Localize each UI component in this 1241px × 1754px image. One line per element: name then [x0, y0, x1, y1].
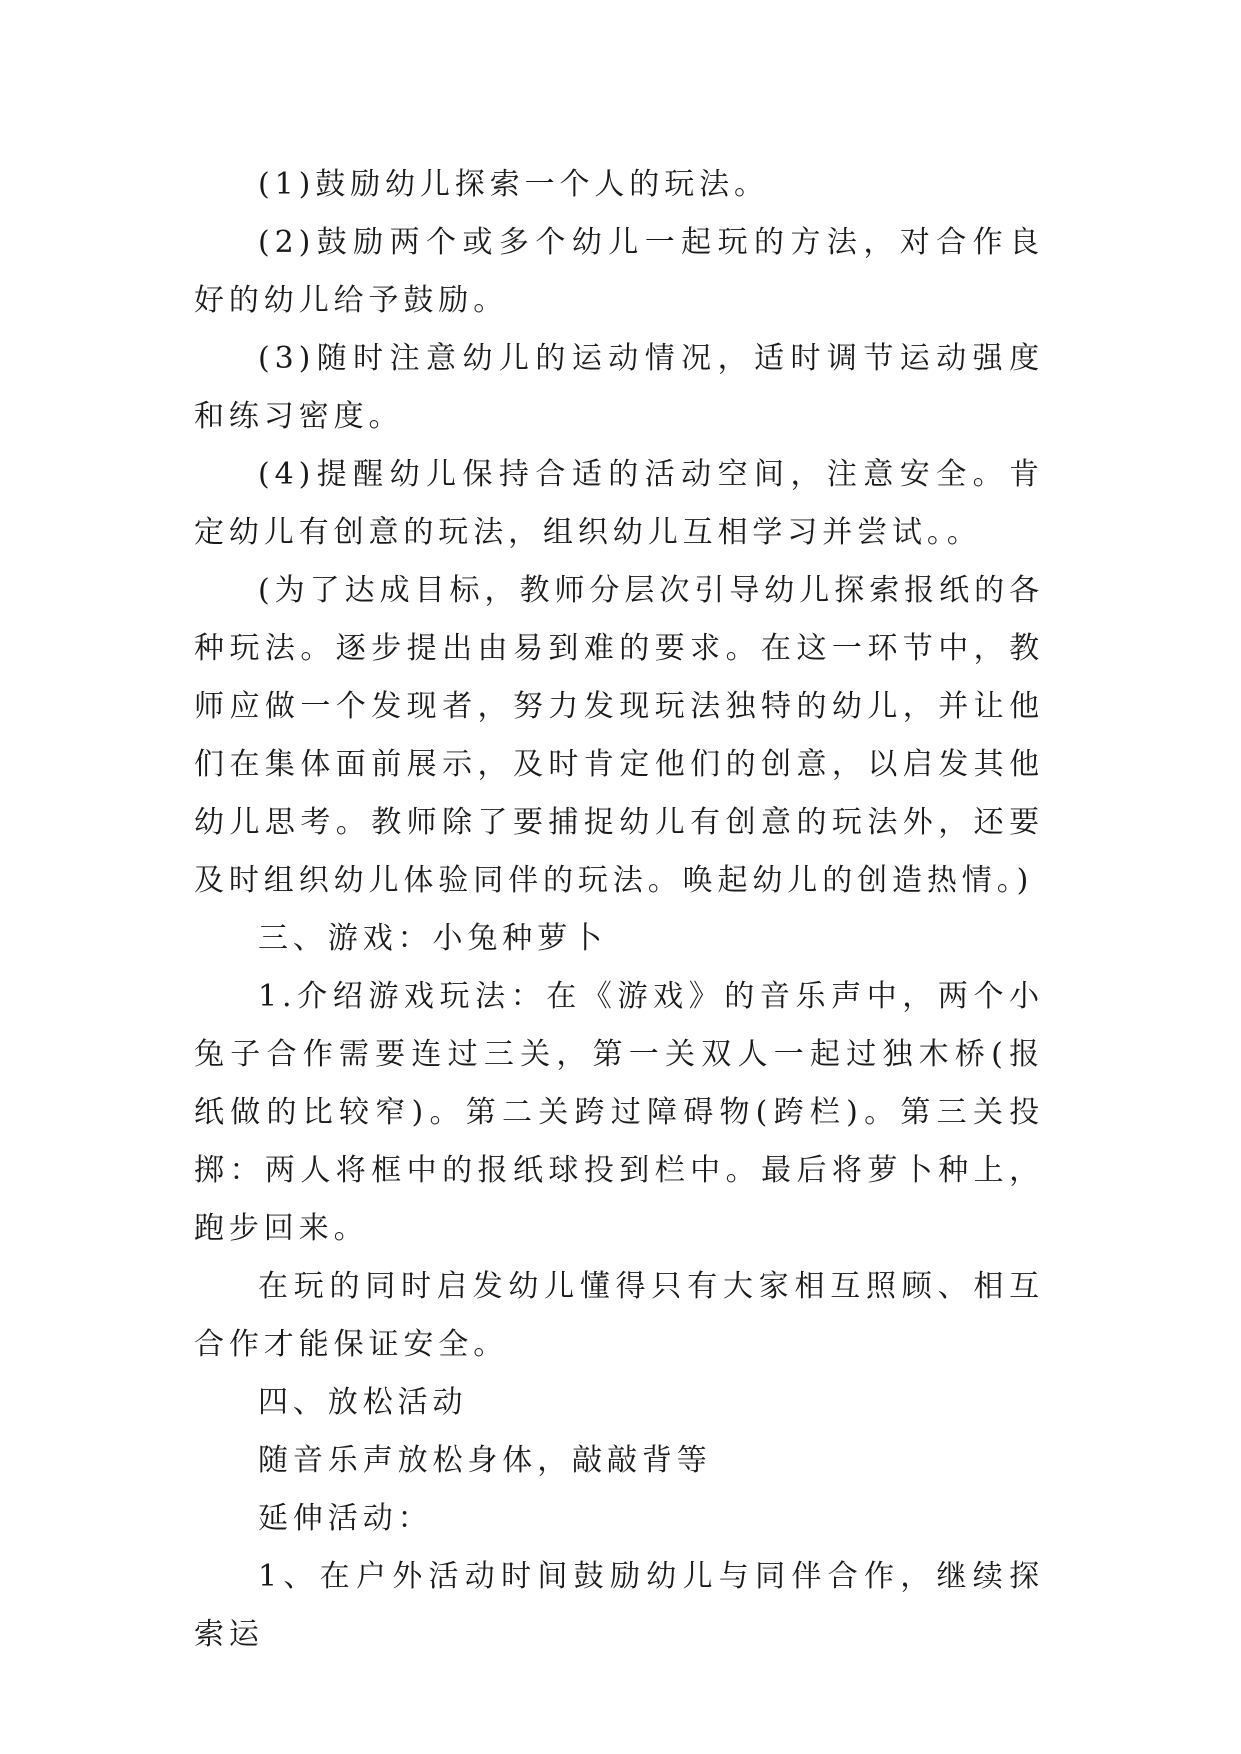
- paragraph-3: (3)随时注意幼儿的运动情况，适时调节运动强度和练习密度。: [194, 341, 1044, 434]
- paragraph-1: (1)鼓励幼儿探索一个人的玩法。: [258, 167, 769, 202]
- subheading-extension: 延伸活动：: [258, 1501, 433, 1536]
- paragraph-5: (为了达成目标，教师分层次引导幼儿探索报纸的各种玩法。逐步提出由易到难的要求。在这一环节中，教师应做一个发现者，努力发现玩法独特的幼儿，并让他们在集体面前展示，及时肯定他们的创意，以启发其他幼儿思考。教师除了要捕捉幼儿有创意的玩法外，还要及时组织幼儿体验同伴的玩法。唤起幼儿的创造热情。): [194, 573, 1044, 898]
- document-body: [194, 156, 1044, 1664]
- paragraph-7: 1.介绍游戏玩法：在《游戏》的音乐声中，两个小兔子合作需要连过三关，第一关双人一起过独木桥(报纸做的比较窄)。第二关跨过障碍物(跨栏)。第三关投掷：两人将框中的报纸球投到栏中。最后将萝卜种上，跑步回来。: [194, 979, 1044, 1246]
- paragraph-4: (4)提醒幼儿保持合适的活动空间，注意安全。肯定幼儿有创意的玩法，组织幼儿互相学习并尝试。。: [194, 457, 1044, 550]
- paragraph-8: 在玩的同时启发幼儿懂得只有大家相互照顾、相互合作才能保证安全。: [194, 1269, 1044, 1362]
- section-heading-4: 四、放松活动: [258, 1385, 468, 1420]
- paragraph-2: (2)鼓励两个或多个幼儿一起玩的方法，对合作良好的幼儿给予鼓励。: [194, 225, 1044, 318]
- paragraph-12: 1、在户外活动时间鼓励幼儿与同伴合作，继续探索运: [194, 1559, 1044, 1652]
- section-heading-3: 三、游戏：小兔种萝卜: [258, 921, 607, 956]
- paragraph-10: 随音乐声放松身体，敲敲背等: [258, 1443, 712, 1478]
